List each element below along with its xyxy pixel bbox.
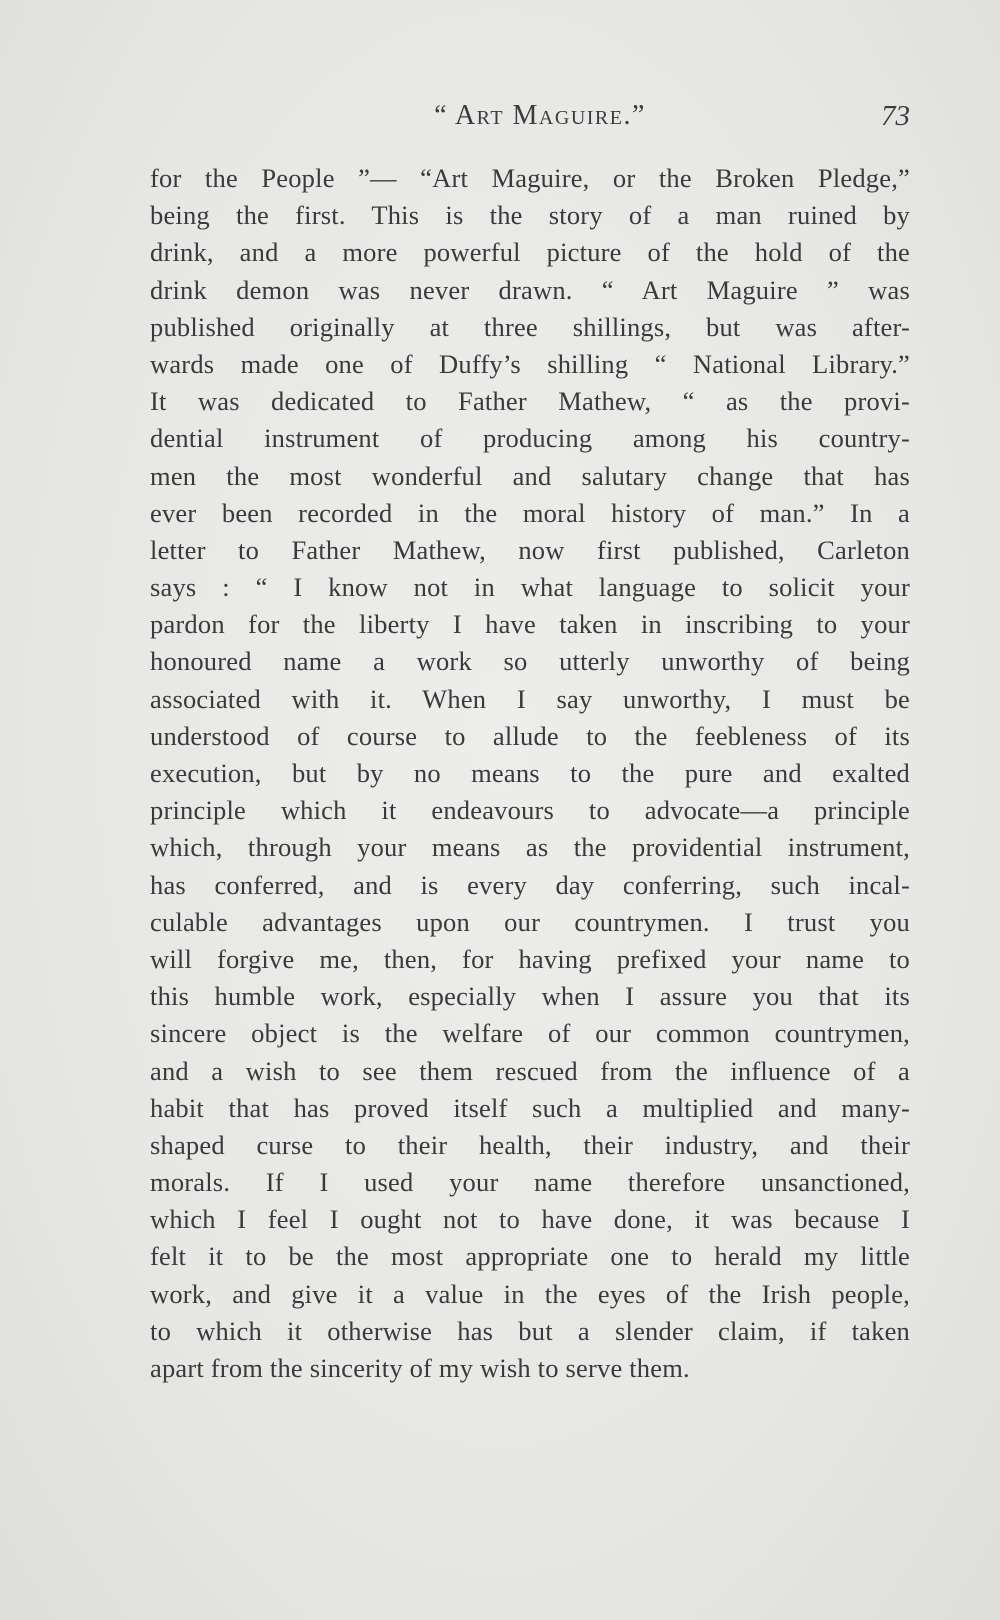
text-line: work, and give it a value in the eyes of the Irish people, bbox=[150, 1278, 910, 1309]
text-line: for the People ”— “Art Maguire, or the Broken Pledge,” bbox=[150, 163, 910, 193]
text-line: which I feel I ought not to have done, it was because I bbox=[150, 1204, 910, 1235]
text-line: to which it otherwise has but a slender claim, if taken bbox=[150, 1315, 910, 1346]
text-line: being the first. This is the story of a man ruined by bbox=[150, 200, 910, 231]
text-line: culable advantages upon our countrymen. I trust you bbox=[150, 906, 910, 937]
text-line: execution, but by no means to the pure and exalted bbox=[150, 758, 910, 788]
text-line: dential instrument of producing among his country- bbox=[150, 423, 910, 454]
text-line: says : “ I know not in what language to solicit your bbox=[150, 572, 910, 603]
text-line: understood of course to allude to the feebleness of its bbox=[150, 720, 910, 751]
text-line: and a wish to see them rescued from the influence of a bbox=[150, 1055, 910, 1086]
text-line: habit that has proved itself such a multiplied and many- bbox=[150, 1092, 910, 1123]
text-line: letter to Father Mathew, now first published, Carleton bbox=[150, 534, 910, 565]
text-line: sincere object is the welfare of our common countrymen, bbox=[150, 1018, 910, 1049]
body-text bbox=[150, 160, 910, 1387]
text-line: drink demon was never drawn. “ Art Maguire ” was bbox=[150, 274, 910, 305]
text-line: principle which it endeavours to advocate—a principle bbox=[150, 795, 910, 826]
text-line: ever been recorded in the moral history of man.” In a bbox=[150, 497, 910, 528]
page-number: 73 bbox=[881, 100, 910, 132]
text-line: apart from the sincerity of my wish to serve them. bbox=[150, 1353, 690, 1383]
text-line: published originally at three shillings, but was after- bbox=[150, 311, 910, 342]
text-line: honoured name a work so utterly unworthy of being bbox=[150, 646, 910, 677]
text-line: this humble work, especially when I assure you that its bbox=[150, 981, 910, 1012]
text-line: felt it to be the most appropriate one to herald my little bbox=[150, 1241, 910, 1272]
text-line: will forgive me, then, for having prefixed your name to bbox=[150, 943, 910, 974]
text-line: men the most wonderful and salutary change that has bbox=[150, 460, 910, 491]
text-line: associated with it. When I say unworthy, I must be bbox=[150, 683, 910, 714]
text-line: which, through your means as the providential instrument, bbox=[150, 832, 910, 863]
text-line: has conferred, and is every day conferring, such incal- bbox=[150, 869, 910, 900]
text-line: drink, and a more powerful picture of the hold of the bbox=[150, 237, 910, 268]
running-title: “ Art Maguire.” bbox=[434, 100, 646, 131]
text-line: morals. If I used your name therefore unsanctioned, bbox=[150, 1167, 910, 1198]
text-line: pardon for the liberty I have taken in inscribing to your bbox=[150, 609, 910, 640]
text-line: It was dedicated to Father Mathew, “ as the provi- bbox=[150, 386, 910, 417]
text-line: wards made one of Duffy’s shilling “ National Library.” bbox=[150, 348, 910, 379]
text-line: shaped curse to their health, their industry, and their bbox=[150, 1129, 910, 1160]
running-head bbox=[150, 100, 910, 140]
